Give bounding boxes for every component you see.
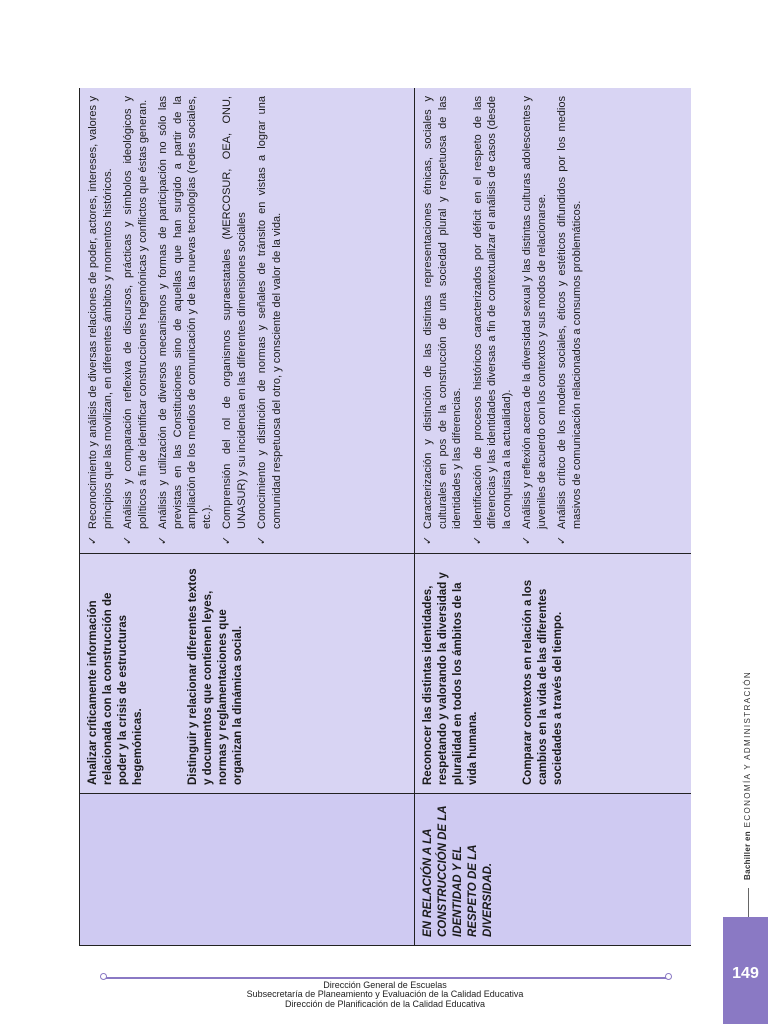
footer-dot-left	[100, 973, 107, 980]
table-row	[80, 88, 415, 946]
list-item	[255, 96, 284, 545]
check-icon: ✓	[521, 535, 534, 545]
list-item	[121, 96, 150, 545]
list-item	[421, 96, 465, 545]
check-icon: ✓	[556, 535, 569, 545]
capacity-text: Analizar críticamente información relacionada con la construcción de poder y la crisis de estructuras hegemónicas.	[87, 592, 144, 785]
list-item-text: Identificación de procesos históricos caracterizados por déficit en el respeto de las diferencias y las identidades diversas a fin de contextualizar el análisis de casos (desde la conquista a la actualidad).	[471, 96, 513, 529]
list-item	[520, 96, 549, 545]
check-icon: ✓	[122, 535, 135, 545]
list-item	[555, 96, 584, 545]
capacity-text: Distinguir y relacionar diferentes textos y documentos que contienen leyes, normas y reglamentaciones que organizan la dinámica social.	[186, 568, 244, 785]
footer-dot-right	[665, 973, 672, 980]
list-item-text: Análisis y reflexión acerca de la diversidad sexual y las distintas culturas adolescentes y juveniles de acuerdo con los contextos y sus modos de relacionarse.	[521, 96, 548, 529]
contents-list	[421, 96, 584, 545]
page-number-tab	[723, 917, 768, 1024]
area-cell	[415, 794, 692, 946]
page-number: 149	[732, 965, 759, 982]
competencies-table	[79, 88, 691, 946]
contents-cell	[80, 88, 415, 554]
sidebar-label-title: ECONOMÍA Y ADMINISTRACIÓN	[743, 670, 752, 828]
area-cell	[80, 794, 415, 946]
list-item-text: Reconocimiento y análisis de diversas relaciones de poder, actores, intereses, valores y principios que las movilizan, en diferentes ámbitos y momentos históricos.	[87, 96, 114, 529]
check-icon: ✓	[157, 535, 170, 545]
list-item	[156, 96, 214, 545]
rotated-table-container	[79, 88, 691, 946]
check-icon: ✓	[256, 535, 269, 545]
footer-line-1: Dirección General de Escuelas	[323, 980, 447, 990]
area-text: EN RELACIÓN A LA CONSTRUCCIÓN DE LA IDENTIDAD Y EL RESPETO DE LA DIVERSIDAD.	[422, 805, 494, 937]
capacities-cell	[415, 554, 692, 794]
check-icon: ✓	[221, 535, 234, 545]
list-item-text: Comprensión del rol de organismos supraestatales (MERCOSUR, OEA, ONU, UNASUR) y su incidencia en las diferentes dimensiones sociales	[221, 96, 248, 529]
list-item	[471, 96, 515, 545]
footer-divider	[104, 977, 670, 979]
check-icon: ✓	[422, 535, 434, 545]
sidebar-label-prefix: Bachiller en	[743, 831, 752, 880]
check-icon: ✓	[87, 535, 99, 545]
list-item-text: Análisis y utilización de diversos mecanismos y formas de participación no sólo las previstas en las Constituciones sino de aquellas que han surgido a partir de la ampliación de los medios de comunicación y de las nuevas tecnologías (redes sociales, etc.).	[157, 96, 213, 529]
check-icon: ✓	[471, 535, 484, 545]
footer	[200, 981, 570, 1009]
list-item	[220, 96, 249, 545]
footer-line-2: Subsecretaría de Planeamiento y Evaluación de la Calidad Educativa	[246, 989, 524, 1000]
sidebar-divider	[748, 888, 749, 920]
capacity-text: Reconocer las distintas identidades, respetando y valorando la diversidad y pluralidad en todos los ámbitos de la vida humana.	[422, 572, 479, 785]
list-item-text: Caracterización y distinción de las distintas representaciones étnicas, sociales y culturales en pos de la construcción de una sociedad plural y respetuosa de las identidades y las diferencias.	[422, 96, 464, 529]
footer-line-3: Dirección de Planificación de la Calidad Educativa	[284, 998, 486, 1009]
list-item-text: Análisis crítico de los modelos sociales, éticos y estéticos difundidos por los medios masivos de comunicación relacionados a consumos problemáticos.	[556, 96, 583, 529]
rotated-table	[79, 88, 691, 946]
list-item	[86, 96, 115, 545]
contents-list	[86, 96, 284, 545]
list-item-text: Conocimiento y distinción de normas y señales de tránsito en vistas a lograr una comunidad respetuosa del otro, y consciente del valor de la vida.	[256, 96, 283, 529]
capacities-cell	[80, 554, 415, 794]
sidebar-label	[743, 671, 752, 880]
list-item-text: Análisis y comparación reflexiva de discursos, prácticas y símbolos ideológicos y políticos a fin de identificar construcciones hegemónicas y conflictos que éstas generan.	[122, 96, 149, 529]
capacity-text: Comparar contextos en relación a los cambios en la vida de las diferentes sociedades a través del tiempo.	[521, 579, 564, 785]
contents-cell	[415, 88, 692, 554]
table-row	[415, 88, 692, 946]
